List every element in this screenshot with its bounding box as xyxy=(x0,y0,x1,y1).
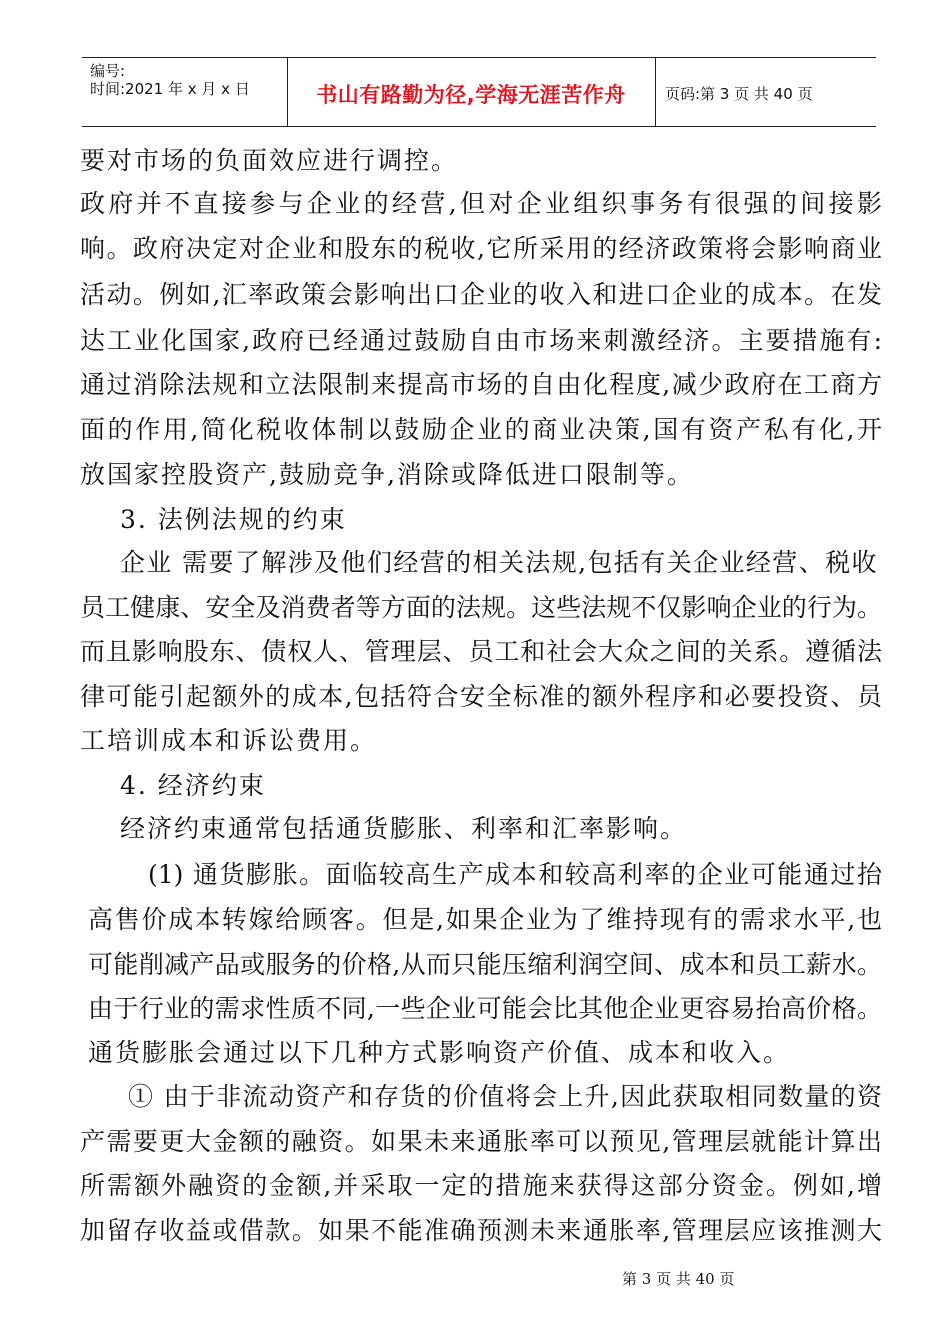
header-meta xyxy=(90,62,250,98)
text-line: 经济约束通常包括通货膨胀、利率和汇率影响。 xyxy=(120,814,688,843)
text-line: 政府并不直接参与企业的经营,但对企业组织事务有很强的间接影 xyxy=(80,189,882,218)
section-heading: 4. 经济约束 xyxy=(120,771,266,800)
text-line: 员工健康、安全及消费者等方面的法规。这些法规不仅影响企业的行为。 xyxy=(80,593,882,622)
text-line: 工培训成本和诉讼费用。 xyxy=(80,726,378,755)
text-line: 企业 需要了解涉及他们经营的相关法规,包括有关企业经营、税收 xyxy=(120,548,878,577)
text-line: 达工业化国家,政府已经通过鼓励自由市场来刺激经济。主要措施有: xyxy=(80,326,882,355)
header-bottom-rule xyxy=(82,126,876,127)
text-line: 而且影响股东、债权人、管理层、员工和社会大众之间的关系。遵循法 xyxy=(80,637,882,666)
text-line: 通过消除法规和立法限制来提高市场的自由化程度,减少政府在工商方 xyxy=(80,370,882,399)
header-divider-right xyxy=(655,57,656,126)
text-line: 放国家控股资产,鼓励竞争,消除或降低进口限制等。 xyxy=(80,460,694,489)
text-line: 响。政府决定对企业和股东的税收,它所采用的经济政策将会影响商业 xyxy=(80,234,882,263)
section-heading: 3. 法例法规的约束 xyxy=(120,505,347,534)
text-line: 产需要更大金额的融资。如果未来通胀率可以预见,管理层就能计算出 xyxy=(80,1127,882,1156)
text-line: (1) 通货膨胀。面临较高生产成本和较高利率的企业可能通过抬 xyxy=(148,860,882,889)
text-line: 通货膨胀会通过以下几种方式影响资产价值、成本和收入。 xyxy=(88,1038,791,1067)
text-line: 活动。例如,汇率政策会影响出口企业的收入和进口企业的成本。在发 xyxy=(80,280,882,309)
text-line: ① 由于非流动资产和存货的价值将会上升,因此获取相同数量的资 xyxy=(128,1082,882,1111)
text-line: 由于行业的需求性质不同,一些企业可能会比其他企业更容易抬高价格。 xyxy=(88,994,882,1023)
text-line: 面的作用,简化税收体制以鼓励企业的商业决策,国有资产私有化,开 xyxy=(80,415,882,444)
text-line: 要对市场的负面效应进行调控。 xyxy=(80,146,459,175)
header-top-rule xyxy=(82,57,876,58)
header-number: 编号: xyxy=(90,62,126,80)
footer-page-number: 第 3 页 共 40 页 xyxy=(622,1270,735,1288)
header-page-info: 页码:第 3 页 共 40 页 xyxy=(665,85,813,103)
text-line: 高售价成本转嫁给顾客。但是,如果企业为了维持现有的需求水平,也 xyxy=(88,905,882,934)
text-line: 律可能引起额外的成本,包括符合安全标准的额外程序和必要投资、员 xyxy=(80,682,882,711)
header-motto: 书山有路勤为径,学海无涯苦作舟 xyxy=(316,83,626,107)
text-line: 可能削减产品或服务的价格,从而只能压缩利润空间、成本和员工薪水。 xyxy=(88,950,882,979)
header-time: 时间:2021 年 x 月 x 日 xyxy=(90,80,250,98)
text-line: 加留存收益或借款。如果不能准确预测未来通胀率,管理层应该推测大 xyxy=(80,1216,882,1245)
text-line: 所需额外融资的金额,并采取一定的措施来获得这部分资金。例如,增 xyxy=(80,1171,882,1200)
